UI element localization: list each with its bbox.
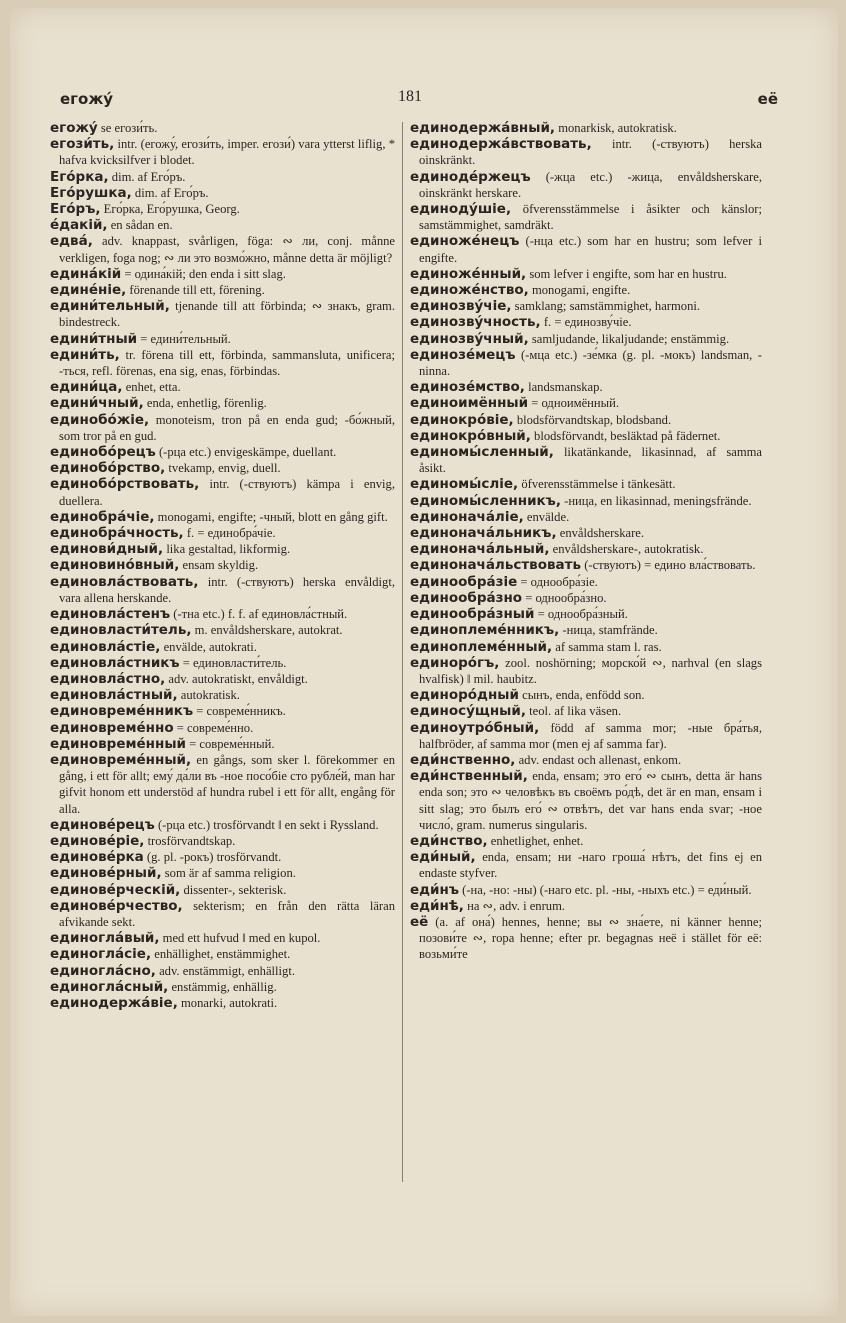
entry-definition: adv. knappast, svårligen, föga: ∾ ли, conj. månne verkligen, foga nog; ∾ ли это возмо́жно, månne detta är möjligt? — [59, 234, 395, 265]
dictionary-entry — [410, 914, 762, 963]
entry-headword: единовреме́нникъ — [50, 703, 194, 720]
dictionary-entry — [50, 995, 395, 1011]
entry-headword: единоде́ржецъ — [410, 168, 531, 185]
entry-headword: единове́рческій, — [50, 881, 181, 898]
entry-headword: единовласти́тель, — [50, 622, 192, 639]
entry-definition: samljudande, likaljudande; enstämmig. — [531, 331, 730, 346]
entry-headword: единогла́сіе, — [50, 946, 152, 963]
entry-headword: единобо́жіе, — [50, 411, 150, 428]
entry-definition: enda, ensam; ни -наго гроша́ нѣтъ, det fins ej en endaste styfver. — [419, 850, 762, 881]
entry-headword: единообра́зно — [410, 589, 523, 606]
dictionary-entry — [410, 606, 762, 622]
entry-headword: единовла́стно, — [50, 670, 166, 687]
entry-definition: (-мца etc.) -зе́мка (g. pl. -мокъ) landsman, -ninna. — [419, 347, 762, 379]
dictionary-entry — [410, 833, 762, 849]
entry-headword: единогла́сно, — [50, 962, 156, 979]
entry-headword: Его́рка, — [50, 168, 109, 185]
dictionary-entry — [50, 201, 395, 217]
entry-definition: landsmanskap. — [528, 380, 603, 395]
entry-headword: единоплеме́нный, — [410, 638, 553, 655]
entry-definition: = однообра́зный. — [537, 607, 628, 622]
dictionary-entry — [410, 201, 762, 233]
entry-headword: единоплеме́нникъ, — [410, 622, 560, 639]
dictionary-entry — [50, 898, 395, 930]
entry-definition: = совреме́нно. — [176, 720, 254, 735]
entry-headword: е́дакій, — [50, 217, 108, 234]
dictionary-entry — [410, 493, 762, 509]
entry-headword: единове́рчество, — [50, 897, 183, 914]
dictionary-entry — [410, 525, 762, 541]
entry-definition: intr. (-ствуютъ) herska envåldigt, vara allena herskande. — [59, 574, 395, 605]
entry-headword: единонача́ліе, — [410, 508, 524, 525]
entry-headword: единонача́льствовать — [410, 557, 582, 574]
entry-definition: förenande till ett, förening. — [129, 283, 265, 298]
entry-headword: единодержа́вный, — [410, 120, 556, 136]
dictionary-entry — [50, 849, 395, 865]
dictionary-entry — [410, 541, 762, 557]
entry-definition: (-ствуютъ) = едино вла́ствовать. — [584, 558, 756, 573]
entry-definition: monoteism, tron på en enda gud; -бо́жный, som tror på en gud. — [59, 412, 395, 443]
dictionary-entry — [410, 557, 762, 573]
dictionary-entry — [50, 282, 395, 298]
dictionary-entry — [50, 185, 395, 201]
entry-definition: öfverensstämmelse i åsikter och känslor; samstämmighet, samdräkt. — [419, 202, 762, 233]
dictionary-entry — [50, 557, 395, 573]
entry-definition: öfverensstämmelse i tänkesätt. — [521, 477, 676, 492]
entry-definition: adv. autokratiskt, envåldigt. — [168, 671, 308, 686]
entry-definition: (-на, -но: -ны) (-наго etc. pl. -ны, -ныхъ etc.) = еди́ный. — [462, 882, 752, 897]
entry-headword: единобо́рецъ — [50, 444, 156, 461]
entry-definition: = однообра́зіе. — [520, 574, 598, 589]
page-header — [60, 86, 778, 116]
entry-headword: Его́ръ, — [50, 201, 101, 218]
entry-definition: (-рца etc.) envigeskämpe, duellant. — [158, 445, 337, 460]
dictionary-entry — [410, 849, 762, 881]
dictionary-entry — [410, 622, 762, 638]
entry-headword: едини́тный — [50, 330, 138, 347]
entry-headword: единогла́сный, — [50, 978, 169, 995]
entry-definition: -ница, en likasinnad, meningsfrände. — [564, 493, 752, 508]
dictionary-entry — [50, 606, 395, 622]
entry-headword: единомы́сленный, — [410, 444, 554, 461]
dictionary-entry — [410, 590, 762, 606]
dictionary-entry — [410, 298, 762, 314]
dictionary-entry — [50, 298, 395, 330]
entry-headword: единозе́мецъ — [410, 346, 516, 363]
entry-definition: (-тна etc.) f. f. af единовла́стный. — [173, 607, 348, 622]
entry-definition: Его́рка, Его́рушка, Georg. — [103, 202, 240, 217]
entry-headword: единобо́рство, — [50, 460, 166, 477]
dictionary-entry — [50, 541, 395, 557]
dictionary-entry — [410, 720, 762, 752]
entry-definition: = одина́кій; den enda i sitt slag. — [124, 266, 286, 281]
dictionary-entry — [50, 476, 395, 508]
dictionary-entry — [410, 136, 762, 168]
entry-definition: blodsförvandt, besläktad på fädernet. — [534, 428, 721, 443]
entry-headword: единонача́льный, — [410, 541, 550, 558]
entry-definition: tjenande till att förbinda; ∾ знакъ, gram. bindestreck. — [59, 299, 395, 330]
entry-headword: еди́ный, — [410, 849, 476, 866]
entry-headword: Его́рушка, — [50, 184, 132, 201]
dictionary-entry — [410, 120, 762, 136]
entry-headword: единовреме́нный — [50, 735, 186, 752]
dictionary-entry — [50, 639, 395, 655]
entry-headword: еди́нственный, — [410, 768, 528, 785]
entry-headword: единокро́вный, — [410, 427, 531, 444]
dictionary-entry — [50, 622, 395, 638]
entry-definition: trosförvandtskap. — [147, 833, 236, 848]
dictionary-entry — [410, 428, 762, 444]
left-guide-word: егожу́ — [60, 90, 114, 108]
dictionary-entry — [50, 395, 395, 411]
entry-headword: единодержа́вствовать, — [410, 136, 592, 153]
entry-definition: = совреме́нный. — [189, 736, 275, 751]
entry-headword: единоже́нецъ — [410, 233, 520, 250]
entry-definition: сынъ, enda, enfödd son. — [522, 688, 645, 703]
entry-headword: единоже́нный, — [410, 265, 527, 282]
dictionary-entry — [410, 476, 762, 492]
entry-headword: единоро́дный — [410, 687, 519, 704]
dictionary-entry — [50, 930, 395, 946]
dictionary-entry — [50, 817, 395, 833]
dictionary-entry — [50, 379, 395, 395]
entry-definition: lika gestaltad, likformig. — [166, 542, 291, 557]
page-number: 181 — [398, 88, 422, 105]
entry-headword: её — [410, 913, 429, 930]
entry-headword: единоутро́бный, — [410, 719, 540, 736]
dictionary-entry — [50, 687, 395, 703]
entry-headword: единовреме́нный, — [50, 751, 192, 768]
entry-definition: samklang; samstämmighet, harmoni. — [514, 299, 701, 314]
dictionary-entry — [410, 331, 762, 347]
dictionary-entry — [410, 395, 762, 411]
entry-definition: = одноимённый. — [531, 396, 620, 411]
right-guide-word: её — [757, 90, 778, 108]
dictionary-entry — [50, 525, 395, 541]
entry-definition: adv. endast och allenast, enkom. — [518, 752, 682, 767]
entry-headword: единобра́чность, — [50, 525, 184, 542]
entry-headword: егожу́ — [50, 120, 98, 136]
entry-headword: единовла́ствовать, — [50, 573, 199, 590]
dictionary-entry — [50, 509, 395, 525]
dictionary-entry — [50, 136, 395, 168]
entry-definition: adv. enstämmigt, enhälligt. — [159, 963, 295, 978]
entry-headword: единомы́сліе, — [410, 476, 519, 493]
dictionary-entry — [410, 768, 762, 833]
entry-definition: zool. noshörning; морско́й ∾, narhval (en slags hvalfisk) ‖ mil. haubitz. — [419, 655, 762, 686]
dictionary-entry — [410, 412, 762, 428]
dictionary-entry — [410, 169, 762, 201]
dictionary-entry — [50, 266, 395, 282]
dictionary-entry — [50, 736, 395, 752]
entry-headword: единозву́чный, — [410, 330, 529, 347]
entry-definition: enhet, etta. — [125, 380, 181, 395]
entry-definition: af samma stam l. ras. — [555, 639, 662, 654]
entry-headword: еди́нъ — [410, 881, 459, 898]
entry-definition: monarki, autokrati. — [181, 995, 278, 1010]
dictionary-entry — [410, 574, 762, 590]
dictionary-entry — [50, 865, 395, 881]
dictionary-entry — [50, 169, 395, 185]
entry-definition: autokratisk. — [180, 688, 240, 703]
entry-headword: единодержа́віе, — [50, 994, 178, 1011]
entry-definition: enstämmig, enhällig. — [171, 979, 277, 994]
entry-headword: единовинóвный, — [50, 557, 180, 574]
entry-definition: intr. (егожу́, егози́ть, imper. егози́) vara ytterst liflig, * hafva kvicksilfver i blodet. — [59, 137, 395, 168]
entry-headword: единозву́чность, — [410, 314, 541, 331]
entry-definition: (-нца etc.) som har en hustru; som lefver i engifte. — [419, 234, 762, 265]
entry-headword: единонача́льникъ, — [410, 525, 557, 542]
dictionary-entry — [410, 687, 762, 703]
entry-headword: единозву́чіе, — [410, 298, 512, 315]
entry-headword: единозе́мство, — [410, 379, 525, 396]
entry-definition: envåldsherskare. — [559, 526, 645, 541]
dictionary-entry — [410, 752, 762, 768]
entry-definition: envälde. — [526, 509, 570, 524]
dictionary-entry — [410, 898, 762, 914]
entry-definition: enda, ensam; это его́ ∾ сынъ, detta är hans enda son; это ∾ человѣкъ въ своёмъ ро́дѣ, det är en man, ensam i sitt slag; это былъ его́ ∾ отвѣтъ, det var hans enda svar; -ное число́, gram. numerus singularis. — [419, 769, 762, 832]
dictionary-entry — [410, 509, 762, 525]
entry-definition: envälde, autokrati. — [163, 639, 257, 654]
dictionary-entry — [50, 217, 395, 233]
entry-headword: единобра́чіе, — [50, 508, 155, 525]
entry-headword: единове́рный, — [50, 865, 162, 882]
entry-headword: единове́ріе, — [50, 832, 145, 849]
entry-definition: se егози́ть. — [100, 121, 158, 135]
entry-definition: = единовласти́тель. — [182, 655, 287, 670]
entry-definition: enhetlighet, enhet. — [490, 833, 584, 848]
entry-headword: единовла́стный, — [50, 687, 178, 704]
entry-headword: единови́дный, — [50, 541, 164, 558]
dictionary-entry — [50, 979, 395, 995]
entry-definition: dissenter-, sekterisk. — [183, 882, 287, 897]
dictionary-entry — [50, 331, 395, 347]
entry-definition: likatänkande, likasinnad, af samma åsikt. — [419, 445, 762, 476]
entry-definition: ensam skyldig. — [182, 558, 259, 573]
entry-definition: monogami, engifte. — [531, 283, 631, 298]
dictionary-entry — [50, 574, 395, 606]
entry-definition: (g. pl. -рокъ) trosförvandt. — [146, 850, 282, 865]
dictionary-entry — [50, 703, 395, 719]
entry-definition: = однообра́зно. — [525, 590, 607, 605]
entry-definition: f. = единобра́чіе. — [186, 526, 276, 541]
entry-headword: егози́ть, — [50, 136, 115, 153]
entry-definition: = едини́тельный. — [140, 331, 231, 346]
entry-headword: единобо́рствовать, — [50, 476, 200, 493]
entry-headword: еди́нственно, — [410, 751, 516, 768]
dictionary-entry — [50, 120, 395, 136]
entry-headword: единове́рка — [50, 849, 144, 866]
entry-headword: единогла́вый, — [50, 930, 160, 947]
entry-definition: som är af samma religion. — [164, 866, 296, 881]
entry-headword: единоже́нство, — [410, 282, 529, 299]
dictionary-entry — [50, 946, 395, 962]
entry-definition: monogami, engifte; -чный, blott en gång gift. — [157, 509, 388, 524]
left-column — [50, 120, 395, 1283]
entry-headword: едине́ніе, — [50, 282, 127, 299]
entry-headword: едини́ца, — [50, 379, 123, 396]
dictionary-entry — [50, 720, 395, 736]
dictionary-entry — [50, 233, 395, 265]
entry-definition: intr. (-ствуютъ) herska oinskränkt. — [419, 137, 762, 168]
entry-headword: единосу́щный, — [410, 703, 526, 720]
entry-definition: en gångs, som sker l. förekommer en gång, i ett för allt; ему́ да́ли въ -ное посо́біе сто рубле́й, man har gifvit honom ett understöd af hundra rubel i ett för allt, engång för alla. — [59, 752, 395, 816]
entry-headword: единоимённый — [410, 395, 529, 412]
dictionary-entry — [410, 444, 762, 476]
entry-headword: едини́ть, — [50, 346, 120, 363]
entry-definition: dim. af Его́ръ. — [111, 169, 186, 184]
entry-headword: едини́чный, — [50, 395, 144, 412]
dictionary-entry — [50, 833, 395, 849]
entry-definition: f. = единозву́чіе. — [543, 315, 632, 330]
dictionary-entry — [410, 379, 762, 395]
dictionary-entry — [50, 444, 395, 460]
entry-definition: monarkisk, autokratisk. — [558, 121, 677, 135]
entry-headword: единовла́стіе, — [50, 638, 161, 655]
entry-definition: dim. af Его́ръ. — [134, 185, 209, 200]
dictionary-entry — [50, 882, 395, 898]
entry-definition: (-рца etc.) trosförvandt ‖ en sekt i Ryssland. — [157, 817, 379, 832]
entry-headword: единове́рецъ — [50, 816, 155, 833]
dictionary-entry — [410, 266, 762, 282]
entry-definition: на ∾, adv. i enrum. — [467, 898, 566, 913]
dictionary-entry — [410, 655, 762, 687]
entry-definition: blodsförvandtskap, blodsband. — [516, 412, 672, 427]
dictionary-entry — [410, 703, 762, 719]
entry-definition: = совреме́нникъ. — [196, 704, 286, 719]
entry-definition: enhällighet, enstämmighet. — [154, 947, 291, 962]
entry-headword: единовла́стенъ — [50, 606, 171, 623]
entry-headword: еди́нство, — [410, 832, 488, 849]
entry-definition: intr. (-ствуютъ) kämpa i envig, duellera. — [59, 477, 395, 508]
entry-definition: som lefver i engifte, som har en hustru. — [529, 266, 727, 281]
dictionary-entry — [410, 314, 762, 330]
dictionary-entry — [410, 639, 762, 655]
entry-definition: (a. af она́) hennes, henne; вы ∾ зна́ете, ni känner henne; позови́те ∾, ropa henne; efter pr. begagnas неё i stället för её: возьми́те — [419, 914, 762, 962]
dictionary-entry — [410, 282, 762, 298]
entry-definition: sekterism; en från den rätta läran afvikande sekt. — [59, 898, 395, 929]
dictionary-entry — [50, 460, 395, 476]
dictionary-entry — [50, 347, 395, 379]
entry-headword: едина́кій — [50, 265, 122, 282]
entry-headword: еди́нѣ, — [410, 897, 464, 914]
entry-headword: единоду́шіе, — [410, 201, 512, 218]
entry-definition: enda, enhetlig, förenlig. — [146, 396, 267, 411]
entry-definition: en sådan en. — [110, 218, 173, 233]
entry-headword: единовреме́нно — [50, 719, 174, 736]
entry-headword: единообра́зіе — [410, 573, 518, 590]
entry-definition: tr. förena till ett, förbinda, sammansluta, unificera; -ться, refl. förenas, ena sig, enas, förbindas. — [59, 347, 395, 379]
entry-definition: tvekamp, envig, duell. — [168, 461, 281, 476]
entry-headword: едини́тельный, — [50, 298, 170, 315]
dictionary-entry — [50, 671, 395, 687]
dictionary-entry — [410, 233, 762, 265]
entry-definition: född af samma mor; -ные бра́тья, halfbröder, af samma mor (men ej af samma far). — [419, 720, 762, 751]
entry-headword: единовла́стникъ — [50, 654, 180, 671]
entry-definition: (-жца etc.) -жица, envåldsherskare, oinskränkt herskare. — [419, 169, 762, 200]
entry-definition: envåldsherskare-, autokratisk. — [552, 542, 704, 557]
entry-definition: med ett hufvud ‖ med en kupol. — [162, 931, 321, 946]
dictionary-entry — [410, 347, 762, 379]
entry-definition: teol. af lika väsen. — [529, 704, 622, 719]
dictionary-entry — [50, 412, 395, 444]
dictionary-entry — [410, 882, 762, 898]
entry-headword: единокро́віе, — [410, 411, 514, 428]
dictionary-entry — [50, 655, 395, 671]
entry-headword: единомы́сленникъ, — [410, 492, 561, 509]
entry-headword: единоро́гъ, — [410, 654, 500, 671]
entry-headword: едва́, — [50, 233, 93, 250]
entry-definition: -ница, stamfrände. — [562, 623, 658, 638]
column-divider — [402, 122, 403, 1182]
dictionary-entry — [50, 752, 395, 817]
dictionary-entry — [50, 963, 395, 979]
right-column — [410, 120, 762, 1283]
entry-definition: m. envåldsherskare, autokrat. — [194, 623, 343, 638]
entry-headword: единообра́зный — [410, 606, 535, 623]
